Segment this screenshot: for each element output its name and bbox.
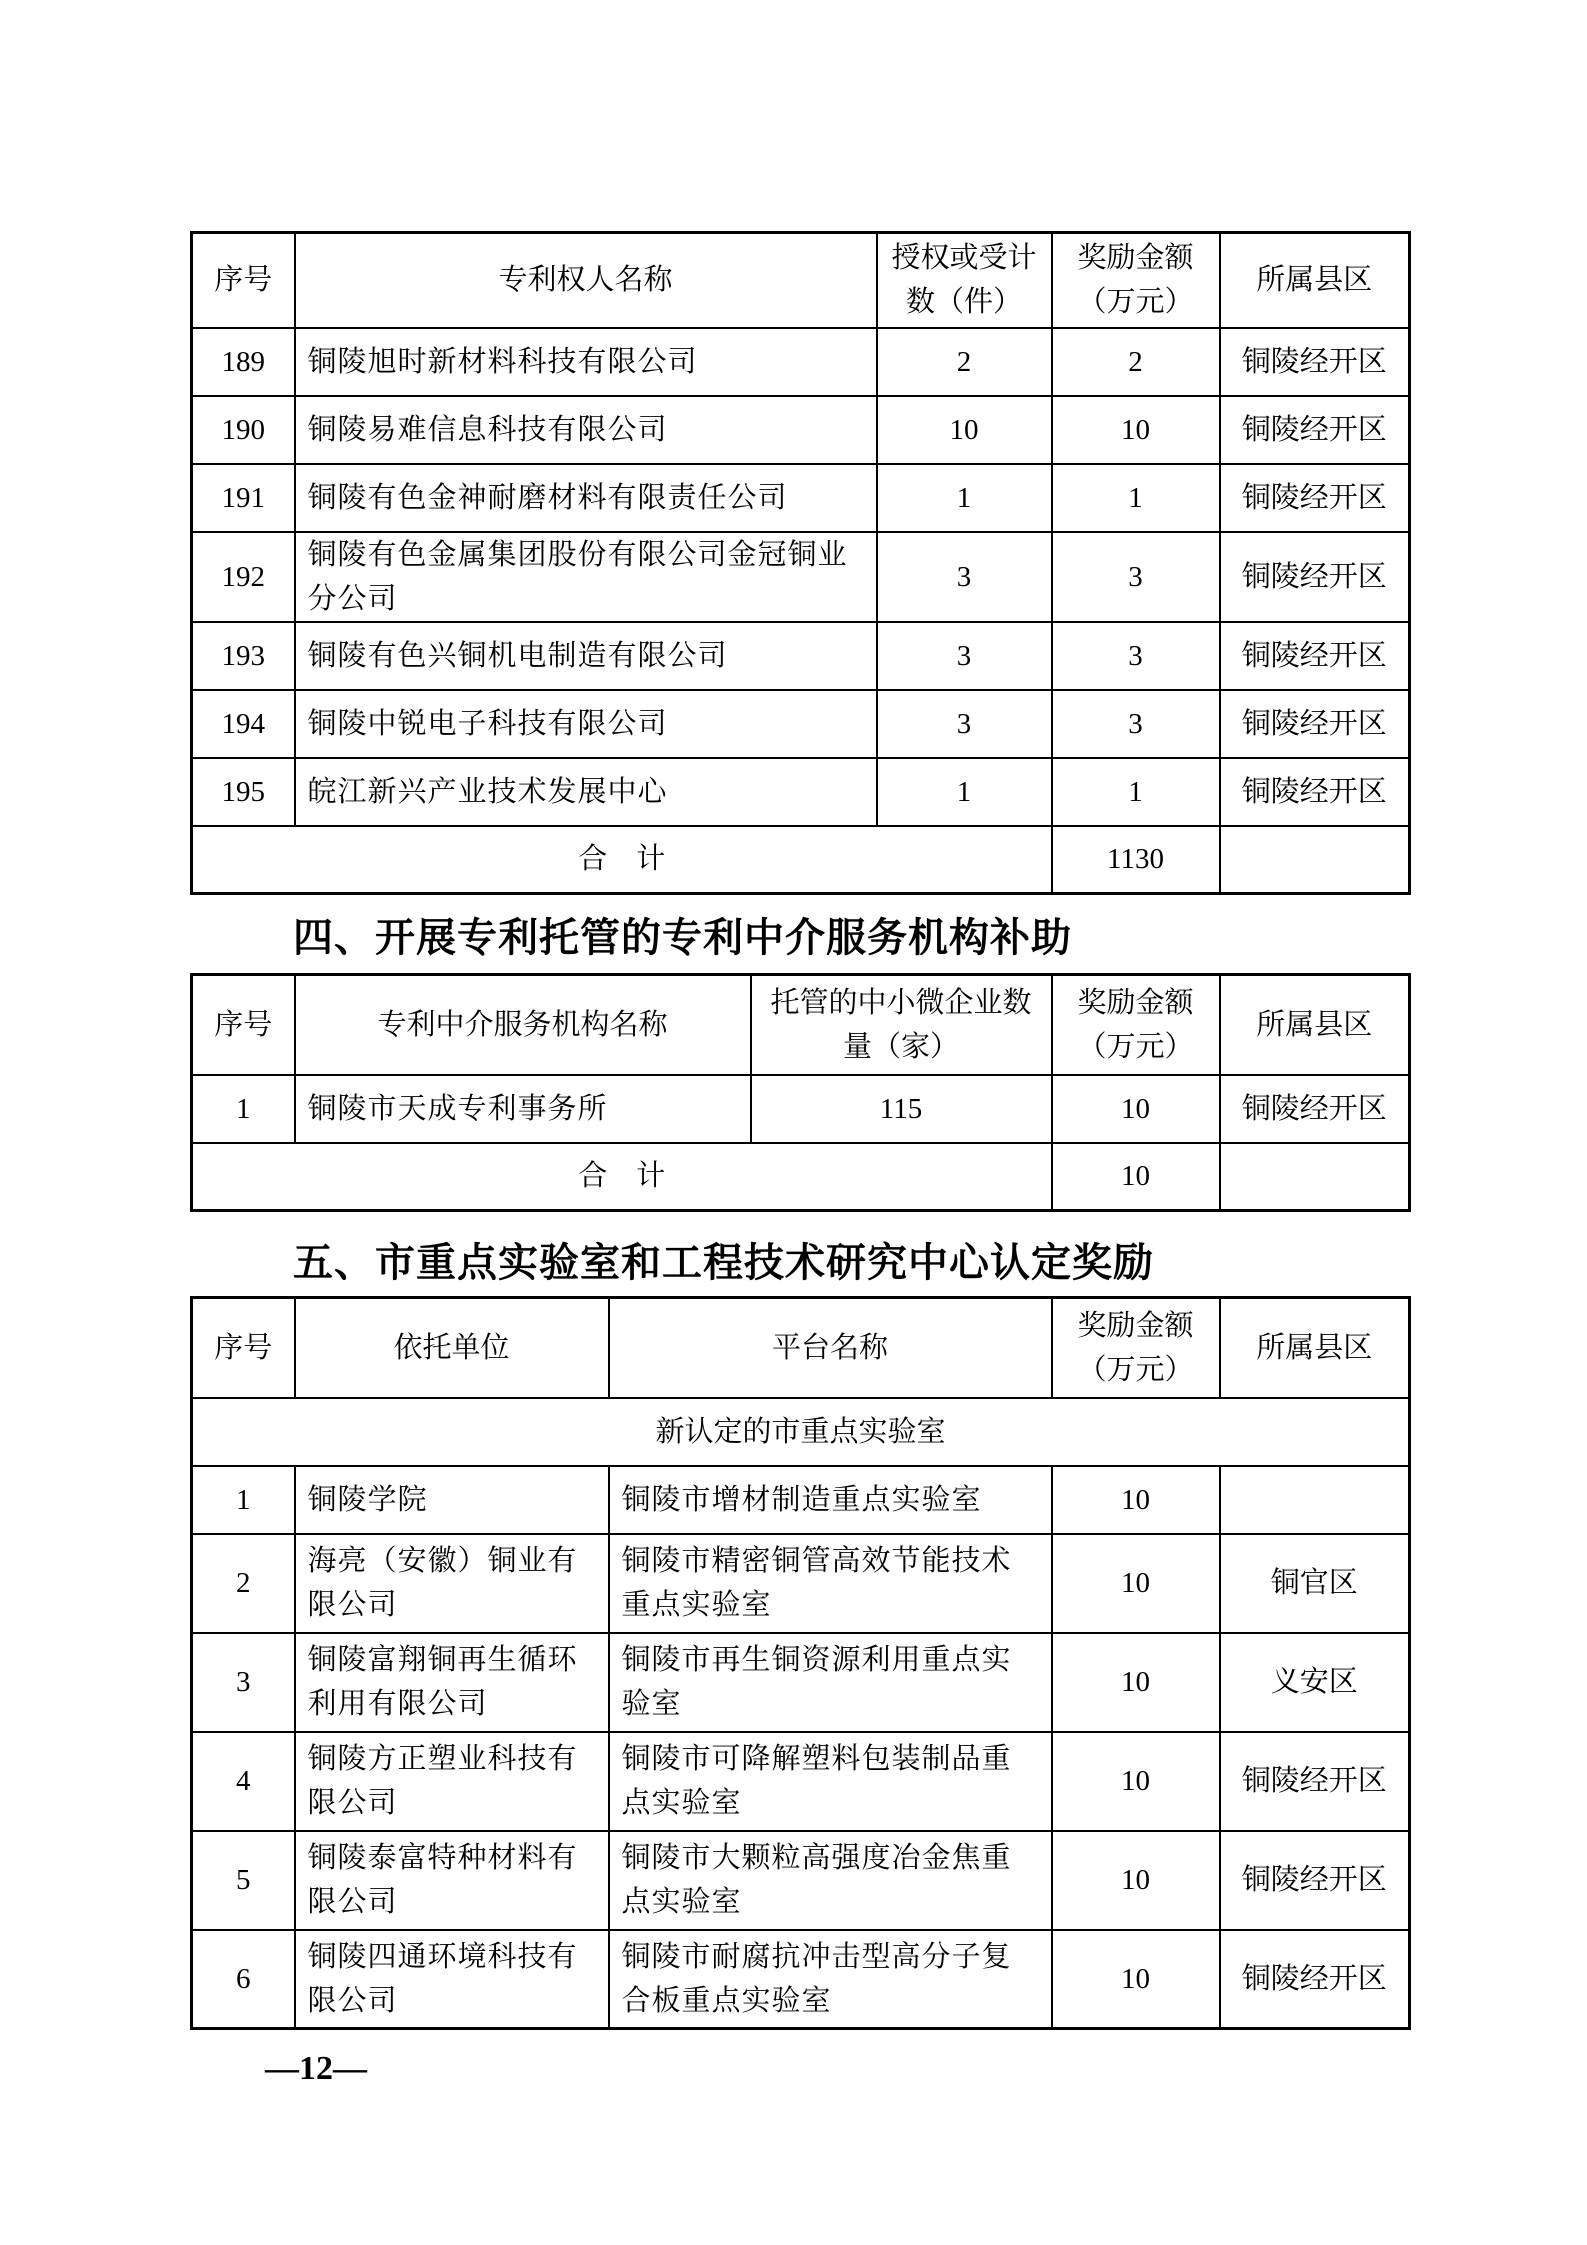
table-cell: 3	[192, 1633, 295, 1732]
header-enterprises: 托管的中小微企业数量（家）	[751, 975, 1052, 1075]
table-cell: 铜陵市可降解塑料包装制品重点实验室	[609, 1732, 1052, 1831]
table-cell: 铜陵富翔铜再生循环利用有限公司	[295, 1633, 609, 1732]
table-row	[192, 396, 1410, 464]
table-row	[192, 328, 1410, 396]
table-cell: 铜陵易难信息科技有限公司	[295, 396, 877, 464]
table-cell: 10	[1052, 1732, 1220, 1831]
table-cell: 10	[1052, 396, 1220, 464]
table-cell: 铜陵经开区	[1220, 1075, 1410, 1143]
table-row	[192, 1075, 1410, 1143]
header-amount: 奖励金额（万元）	[1052, 975, 1220, 1075]
section-5-title: 五、市重点实验室和工程技术研究中心认定奖励	[293, 1240, 1154, 1285]
table-cell: 铜陵市精密铜管高效节能技术重点实验室	[609, 1534, 1052, 1633]
table-cell: 铜陵旭时新材料科技有限公司	[295, 328, 877, 396]
table-cell: 铜陵泰富特种材料有限公司	[295, 1831, 609, 1930]
table-cell: 铜陵经开区	[1220, 328, 1410, 396]
table-cell: 铜陵市增材制造重点实验室	[609, 1466, 1052, 1534]
header-name: 专利权人名称	[295, 233, 877, 328]
table-cell: 10	[1052, 1534, 1220, 1633]
page-number: —12—	[265, 2050, 367, 2087]
table-row	[192, 1930, 1410, 2029]
subheader: 新认定的市重点实验室	[192, 1398, 1410, 1466]
table-cell: 铜陵有色金属集团股份有限公司金冠铜业分公司	[295, 532, 877, 622]
table-row	[192, 1466, 1410, 1534]
header-amount: 奖励金额（万元）	[1052, 1298, 1220, 1398]
table-cell	[1220, 1466, 1410, 1534]
subheader-row	[192, 1398, 1410, 1466]
table-cell: 铜陵经开区	[1220, 1930, 1410, 2029]
table-cell: 铜陵经开区	[1220, 1732, 1410, 1831]
table-cell: 铜陵经开区	[1220, 532, 1410, 622]
table-header	[192, 233, 1410, 328]
table-cell: 铜陵经开区	[1220, 1831, 1410, 1930]
table-cell: 10	[1052, 1466, 1220, 1534]
table-cell: 3	[1052, 690, 1220, 758]
table-cell: 铜陵四通环境科技有限公司	[295, 1930, 609, 2029]
table-cell: 192	[192, 532, 295, 622]
table-cell: 铜陵经开区	[1220, 690, 1410, 758]
table-cell: 189	[192, 328, 295, 396]
total-row	[192, 826, 1410, 894]
table-cell: 115	[751, 1075, 1052, 1143]
empty-cell	[1220, 826, 1410, 894]
patent-award-table	[190, 231, 1411, 895]
table-cell: 194	[192, 690, 295, 758]
header-index: 序号	[192, 233, 295, 328]
table-cell: 10	[1052, 1831, 1220, 1930]
table-cell: 铜陵有色金神耐磨材料有限责任公司	[295, 464, 877, 532]
section-4-title: 四、开展专利托管的专利中介服务机构补助	[293, 915, 1072, 960]
table-cell: 铜官区	[1220, 1534, 1410, 1633]
table-cell: 4	[192, 1732, 295, 1831]
header-count: 授权或受计数（件）	[877, 233, 1052, 328]
header-district: 所属县区	[1220, 233, 1410, 328]
table-cell: 铜陵市大颗粒高强度冶金焦重点实验室	[609, 1831, 1052, 1930]
header-platform: 平台名称	[609, 1298, 1052, 1398]
table-row	[192, 464, 1410, 532]
table-row	[192, 532, 1410, 622]
header-district: 所属县区	[1220, 1298, 1410, 1398]
table-cell: 6	[192, 1930, 295, 2029]
header-amount: 奖励金额（万元）	[1052, 233, 1220, 328]
table-row	[192, 1534, 1410, 1633]
table-cell: 皖江新兴产业技术发展中心	[295, 758, 877, 826]
total-row	[192, 1143, 1410, 1211]
table-cell: 190	[192, 396, 295, 464]
table-cell: 1	[1052, 758, 1220, 826]
table-cell: 191	[192, 464, 295, 532]
table-cell: 195	[192, 758, 295, 826]
table-cell: 铜陵方正塑业科技有限公司	[295, 1732, 609, 1831]
table-cell: 10	[1052, 1633, 1220, 1732]
table-row	[192, 758, 1410, 826]
table-cell: 3	[877, 690, 1052, 758]
header-agency: 专利中介服务机构名称	[295, 975, 751, 1075]
table-row	[192, 690, 1410, 758]
table-row	[192, 1732, 1410, 1831]
table-cell: 2	[1052, 328, 1220, 396]
total-value: 10	[1052, 1143, 1220, 1211]
header-unit: 依托单位	[295, 1298, 609, 1398]
table-header	[192, 975, 1410, 1075]
agency-subsidy-table	[190, 973, 1411, 1212]
table-cell: 铜陵市天成专利事务所	[295, 1075, 751, 1143]
table-cell: 3	[1052, 622, 1220, 690]
table-cell: 铜陵有色兴铜机电制造有限公司	[295, 622, 877, 690]
header-index: 序号	[192, 975, 295, 1075]
table-cell: 义安区	[1220, 1633, 1410, 1732]
table-cell: 2	[192, 1534, 295, 1633]
table-cell: 10	[1052, 1930, 1220, 2029]
header-district: 所属县区	[1220, 975, 1410, 1075]
table-row	[192, 1633, 1410, 1732]
table-cell: 3	[877, 622, 1052, 690]
total-label: 合 计	[192, 826, 1052, 894]
table-row	[192, 1831, 1410, 1930]
table-cell: 铜陵经开区	[1220, 464, 1410, 532]
table-row	[192, 622, 1410, 690]
table-cell: 2	[877, 328, 1052, 396]
table-cell: 铜陵经开区	[1220, 758, 1410, 826]
table-cell: 1	[192, 1075, 295, 1143]
table-cell: 1	[192, 1466, 295, 1534]
total-label: 合 计	[192, 1143, 1052, 1211]
table-cell: 1	[877, 464, 1052, 532]
table-cell: 铜陵市再生铜资源利用重点实验室	[609, 1633, 1052, 1732]
table-cell: 铜陵中锐电子科技有限公司	[295, 690, 877, 758]
table-cell: 1	[1052, 464, 1220, 532]
table-cell: 铜陵学院	[295, 1466, 609, 1534]
table-cell: 10	[1052, 1075, 1220, 1143]
table-cell: 193	[192, 622, 295, 690]
table-cell: 5	[192, 1831, 295, 1930]
table-cell: 海亮（安徽）铜业有限公司	[295, 1534, 609, 1633]
table-cell: 1	[877, 758, 1052, 826]
header-index: 序号	[192, 1298, 295, 1398]
table-cell: 3	[877, 532, 1052, 622]
table-cell: 3	[1052, 532, 1220, 622]
table-header	[192, 1298, 1410, 1398]
table-cell: 铜陵市耐腐抗冲击型高分子复合板重点实验室	[609, 1930, 1052, 2029]
table-cell: 10	[877, 396, 1052, 464]
table-cell: 铜陵经开区	[1220, 396, 1410, 464]
total-value: 1130	[1052, 826, 1220, 894]
lab-award-table	[190, 1296, 1411, 2030]
table-cell: 铜陵经开区	[1220, 622, 1410, 690]
empty-cell	[1220, 1143, 1410, 1211]
